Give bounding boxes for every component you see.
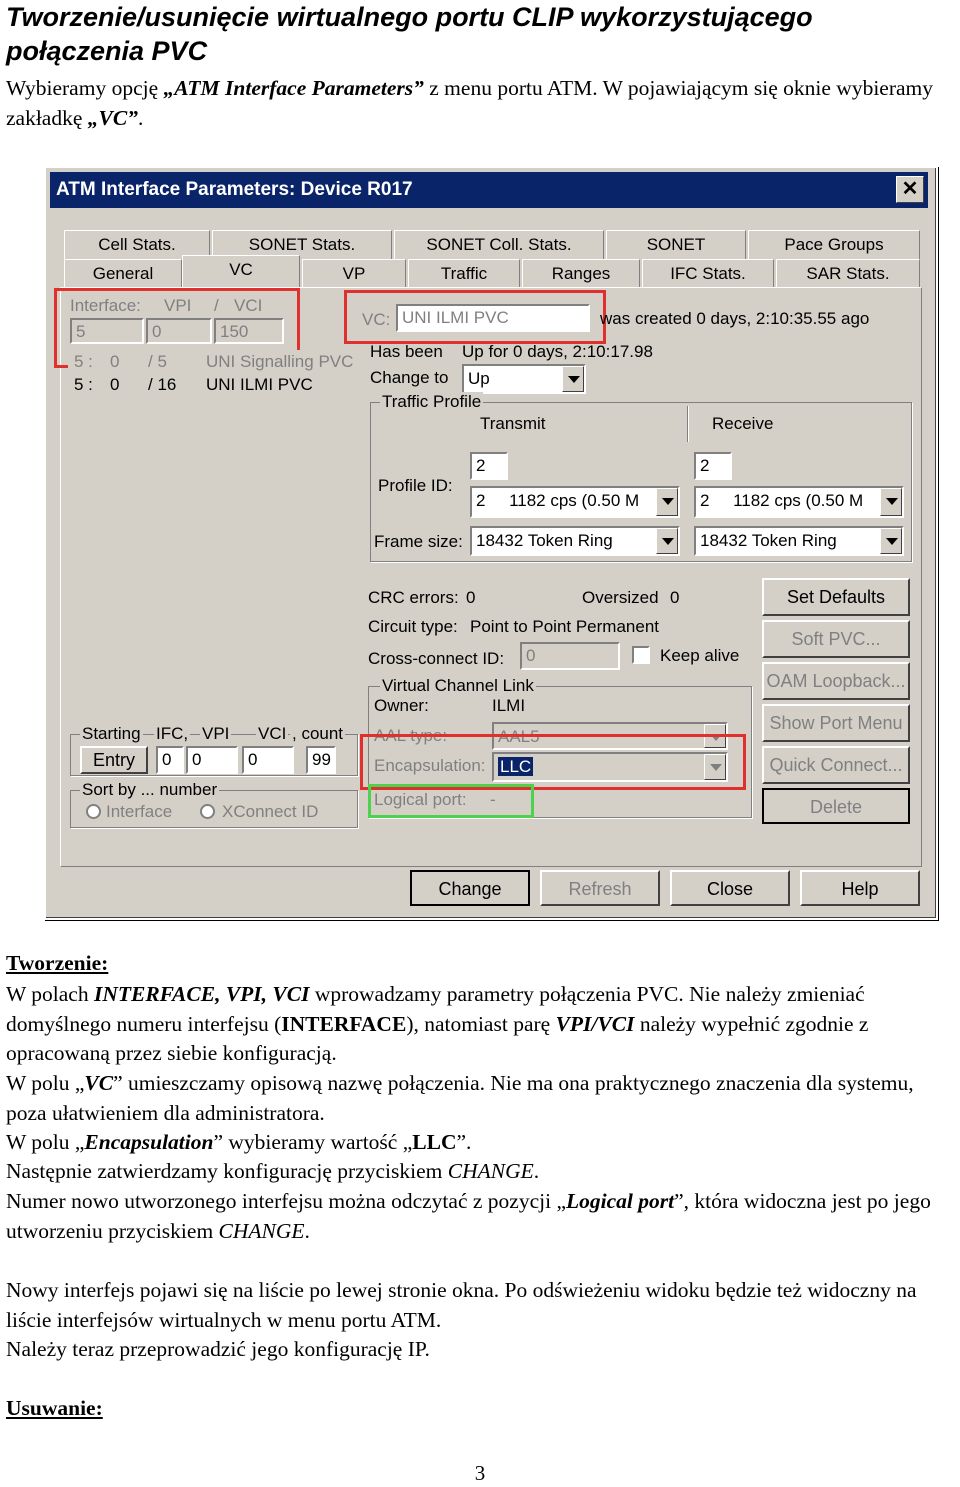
- vc-list-item-iface[interactable]: 5 :: [74, 352, 93, 371]
- section-delete-heading: Usuwanie:: [6, 1396, 103, 1420]
- close-button[interactable]: Close: [670, 870, 790, 906]
- document-title: Tworzenie/usunięcie wirtualnego portu CLIP wykorzystującego połączenia PVC: [6, 2, 813, 66]
- aal-type-value: AAL5: [498, 727, 540, 746]
- owner-value: ILMI: [492, 696, 526, 715]
- tab-ifc-stats[interactable]: IFC Stats.: [642, 259, 774, 288]
- create-paragraph-2: [6, 1069, 956, 1128]
- vci-field[interactable]: 150: [214, 318, 284, 344]
- virtual-channel-link-title: Virtual Channel Link: [382, 676, 534, 695]
- encapsulation-label: Encapsulation:: [374, 756, 486, 775]
- vc-list-item-iface[interactable]: 5 :: [74, 375, 93, 394]
- receive-label: Receive: [712, 414, 774, 433]
- entry-button[interactable]: Entry: [80, 746, 148, 774]
- vc-list-item-vci[interactable]: / 5: [148, 352, 167, 371]
- change-to-label: Change to: [370, 368, 449, 387]
- change-to-select[interactable]: [462, 364, 586, 394]
- tx-frame-select[interactable]: [470, 526, 680, 556]
- rx-profile-id-field[interactable]: 2: [694, 452, 732, 480]
- tab-sonet[interactable]: SONET: [606, 230, 746, 259]
- encapsulation-select[interactable]: [492, 752, 728, 782]
- p5-text: ”, która widoczna jest po jego utworzeniu przyciskiem: [6, 1189, 931, 1243]
- tab-vp[interactable]: VP: [302, 259, 406, 288]
- tab-traffic[interactable]: Traffic: [408, 259, 520, 288]
- intro-text-3: .: [137, 105, 144, 130]
- p5-term: Logical port: [566, 1189, 675, 1213]
- sort-xconnect-radio[interactable]: [200, 804, 215, 819]
- sort-interface-label: Interface: [106, 802, 173, 821]
- keep-alive-label: Keep alive: [660, 646, 740, 665]
- intro-vc-term: „VC”: [87, 105, 138, 130]
- created-text: was created 0 days, 2:10:35.55 ago: [600, 309, 870, 328]
- encapsulation-value: LLC: [500, 757, 532, 776]
- change-button[interactable]: Change: [410, 870, 530, 906]
- dialog-title: ATM Interface Parameters: Device R017: [56, 179, 413, 200]
- rx-rate-value: 2 1182 cps (0.50 M: [700, 491, 864, 510]
- p2-text: W polu „: [6, 1071, 85, 1095]
- p4-text: Następnie zatwierdzamy konfigurację przyciskiem: [6, 1159, 448, 1183]
- tab-ranges[interactable]: Ranges: [522, 259, 640, 288]
- start-vpi-field[interactable]: 0: [186, 746, 238, 774]
- p1-text: należy wypełnić zgodnie z opracowaną przez siebie konfiguracją.: [6, 1011, 869, 1066]
- quick-connect-button[interactable]: Quick Connect...: [762, 746, 910, 784]
- p4-text: .: [533, 1159, 540, 1183]
- has-been-value: Up for 0 days, 2:10:17.98: [462, 342, 653, 361]
- p3-term: LLC: [412, 1130, 457, 1154]
- help-button[interactable]: Help: [800, 870, 920, 906]
- create-paragraph-3: [6, 1128, 956, 1158]
- vc-label: VC:: [362, 310, 391, 329]
- show-port-menu-button[interactable]: Show Port Menu: [762, 704, 910, 742]
- sort-xconnect-label: XConnect ID: [222, 802, 319, 821]
- p1-term: INTERFACE, VPI, VCI: [93, 982, 310, 1006]
- change-to-value: Up: [468, 369, 490, 388]
- circuit-type-label: Circuit type:: [368, 617, 458, 636]
- count-label: , count: [292, 724, 344, 743]
- vpi-field[interactable]: 0: [146, 318, 212, 344]
- close-icon[interactable]: ✕: [896, 176, 924, 203]
- p2-term: VC: [84, 1071, 114, 1095]
- p1-text: wprowadzamy parametry połączenia PVC. Nie należy zmieniać domyślnego numeru interfejsu (: [6, 982, 865, 1036]
- circuit-type-value: Point to Point Permanent: [470, 617, 660, 636]
- profile-id-label: Profile ID:: [378, 476, 453, 495]
- delete-button[interactable]: Delete: [762, 788, 910, 824]
- cross-connect-field[interactable]: 0: [520, 642, 620, 670]
- p3-text: ”.: [456, 1130, 472, 1154]
- p1-text: W polach: [6, 982, 94, 1006]
- vc-list[interactable]: [68, 350, 358, 720]
- keep-alive-checkbox[interactable]: [632, 646, 650, 664]
- ifc-label: IFC,: [156, 724, 189, 743]
- page-number: 3: [474, 1461, 486, 1485]
- slash-label: /: [214, 296, 219, 315]
- section-create-heading: Tworzenie:: [6, 951, 109, 975]
- transmit-label: Transmit: [480, 414, 546, 433]
- intro-text-2: z menu portu ATM. W pojawiającym się oknie wybieramy zakładkę: [6, 76, 934, 130]
- tx-profile-id-field[interactable]: 2: [470, 452, 508, 480]
- aal-type-label: AAL type:: [374, 726, 448, 745]
- p3-text: ” wybieramy wartość „: [213, 1130, 413, 1154]
- vc-name-field[interactable]: UNI ILMI PVC: [396, 304, 590, 332]
- vc-list-item-name[interactable]: UNI ILMI PVC: [206, 375, 313, 394]
- crc-errors-label: CRC errors:: [368, 588, 459, 607]
- tab-pace-groups[interactable]: Pace Groups: [748, 230, 920, 259]
- start-vci-field[interactable]: 0: [242, 746, 294, 774]
- chevron-down-icon[interactable]: [880, 528, 902, 554]
- p5-text: .: [304, 1218, 310, 1243]
- p4-term: CHANGE: [447, 1159, 534, 1183]
- tx-rate-value: 2 1182 cps (0.50 M: [476, 491, 640, 510]
- oversized-label: Oversized: [582, 588, 659, 607]
- chevron-down-icon[interactable]: [704, 754, 726, 780]
- tab-sonet-coll-stats[interactable]: SONET Coll. Stats.: [394, 230, 604, 259]
- dialog-titlebar: [50, 172, 928, 208]
- create-paragraph-1: [6, 980, 956, 1069]
- vc-list-item-name[interactable]: UNI Signalling PVC: [206, 352, 354, 371]
- set-defaults-button[interactable]: Set Defaults: [762, 578, 910, 616]
- starting-label: Starting: [82, 724, 141, 743]
- p2-text: ” umieszczamy opisową nazwę połączenia. Nie ma ona praktycznego znaczenia dla systemu, poza ułatwieniem dla administratora.: [6, 1071, 914, 1125]
- intro-atm-term: „ATM Interface Parameters”: [163, 76, 424, 100]
- rx-frame-value: 18432 Token Ring: [700, 531, 837, 550]
- p1-term: INTERFACE: [281, 1011, 407, 1036]
- traffic-profile-title: Traffic Profile: [382, 392, 482, 411]
- cross-connect-label: Cross-connect ID:: [368, 649, 505, 668]
- tx-frame-value: 18432 Token Ring: [476, 531, 613, 550]
- soft-pvc-button[interactable]: Soft PVC...: [762, 620, 910, 658]
- rx-frame-select[interactable]: [694, 526, 904, 556]
- tab-general[interactable]: General: [64, 259, 182, 288]
- intro-paragraph: [6, 74, 956, 133]
- crc-errors-value: 0: [466, 588, 476, 607]
- create-paragraph-4: [6, 1157, 956, 1187]
- tab-sar-stats[interactable]: SAR Stats.: [776, 259, 920, 288]
- has-been-label: Has been: [370, 342, 443, 361]
- start-vpi-label: VPI: [202, 724, 230, 743]
- interface-field[interactable]: 5: [70, 318, 144, 344]
- logical-port-label: Logical port:: [374, 790, 467, 809]
- start-vci-label: VCI: [258, 724, 287, 743]
- p5-term: CHANGE: [218, 1218, 305, 1243]
- p3-term: Encapsulation: [84, 1130, 214, 1154]
- tab-vc[interactable]: VC: [182, 255, 300, 287]
- chevron-down-icon[interactable]: [562, 366, 584, 392]
- frame-size-label: Frame size:: [374, 532, 463, 551]
- p3-text: W polu „: [6, 1130, 85, 1154]
- create-paragraph-6: Nowy interfejs pojawi się na liście po lewej stronie okna. Po odświeżeniu widoku będzie też widoczny na liście interfejsów wirtualnych w menu portu ATM.: [6, 1278, 917, 1332]
- sort-label: Sort by ... number: [82, 780, 218, 799]
- chevron-down-icon[interactable]: [656, 488, 678, 516]
- start-count-field[interactable]: 99: [306, 746, 336, 774]
- create-paragraph-7: Należy teraz przeprowadzić jego konfigurację IP.: [6, 1337, 430, 1361]
- rx-rate-select[interactable]: [694, 486, 904, 518]
- oversized-value: 0: [670, 588, 680, 607]
- owner-label: Owner:: [374, 696, 429, 715]
- p1-text: ), natomiast parę: [406, 1011, 556, 1036]
- intro-text-1: Wybieramy opcję: [6, 76, 164, 100]
- create-paragraph-5: [6, 1187, 956, 1246]
- chevron-down-icon[interactable]: [656, 528, 678, 554]
- tab-sonet-stats[interactable]: SONET Stats.: [212, 230, 392, 259]
- tx-rate-select[interactable]: [470, 486, 680, 518]
- atm-interface-parameters-dialog: [44, 166, 938, 920]
- refresh-button[interactable]: Refresh: [540, 870, 660, 906]
- vpi-label: VPI: [164, 296, 192, 315]
- sort-interface-radio[interactable]: [86, 804, 101, 819]
- oam-loopback-button[interactable]: OAM Loopback...: [762, 662, 910, 700]
- tab-cell-stats[interactable]: Cell Stats.: [64, 230, 210, 259]
- vc-list-item-vpi[interactable]: 0: [110, 375, 120, 394]
- interface-label: Interface:: [70, 296, 141, 315]
- start-ifc-field[interactable]: 0: [156, 746, 184, 774]
- logical-port-value: -: [490, 790, 496, 809]
- chevron-down-icon[interactable]: [880, 488, 902, 516]
- p1-term: VPI/VCI: [555, 1011, 635, 1036]
- vc-list-item-vci[interactable]: / 16: [148, 375, 177, 394]
- vci-label: VCI: [234, 296, 263, 315]
- vc-list-item-vpi[interactable]: 0: [110, 352, 120, 371]
- p5-text: Numer nowo utworzonego interfejsu można odczytać z pozycji „: [6, 1189, 566, 1213]
